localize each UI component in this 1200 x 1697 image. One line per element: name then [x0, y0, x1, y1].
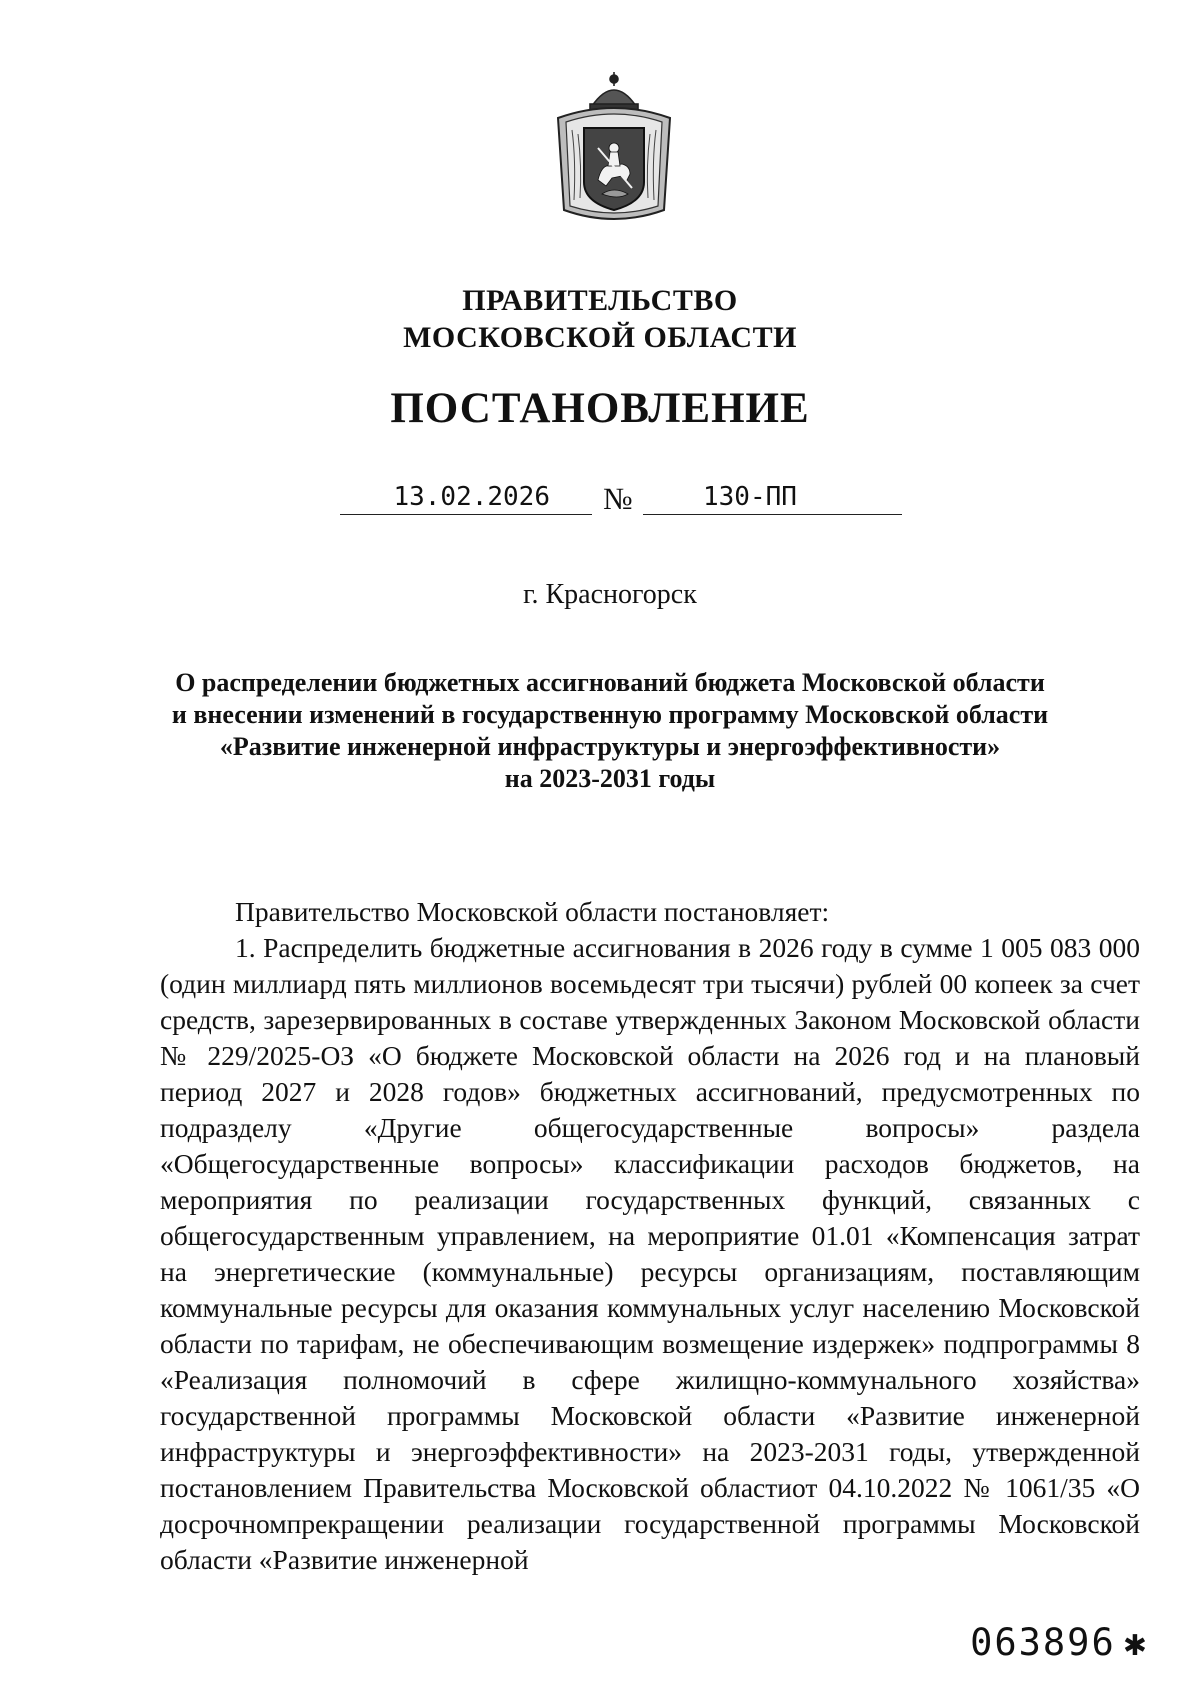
city: г. Красногорск [523, 579, 697, 610]
serial-star-icon: ✱ [1123, 1621, 1148, 1664]
document-title-line4: на 2023-2031 годы [504, 764, 716, 793]
document-title-line1: О распределении бюджетных ассигнований бюджета Московской области [175, 668, 1045, 697]
document-title-line3: «Развитие инженерной инфраструктуры и энергоэффективности» [219, 732, 1001, 761]
document-title [150, 667, 1070, 795]
document-body [160, 894, 1140, 1578]
document-title-line2: и внесении изменений в государственную программу Московской области [171, 700, 1049, 729]
clause-1: 1. Распределить бюджетные ассигнования в 2026 году в сумме 1 005 083 000 (один миллиард пять миллионов восемьдесят три тысячи) рублей 00 копеек за счет средств, зарезервированных в составе утвержденных Законом Московской области № 229/2025-ОЗ «О бюджете Московской области на 2026 год и на плановый период 2027 и 2028 годов» бюджетных ассигнований, предусмотренных по подразделу «Другие общегосударственные вопросы» раздела «Общегосударственные вопросы» классификации расходов бюджетов, на мероприятия по реализации государственных функций, связанных с общегосударственным управлением, на мероприятие 01.01 «Компенсация затрат на энергетические (коммунальные) ресурсы организациям, поставляющим коммунальные ресурсы для оказания коммунальных услуг населению Московской области по тарифам, не обеспечивающим возмещение издержек» подпрограммы 8 «Реализация полномочий в сфере жилищно-коммунального хозяйства» государственной программы Московской области «Развитие инженерной инфраструктуры и энергоэффективности» на 2023-2031 годы, утвержденной постановлением Правительства Московской областиот 04.10.2022 № 1061/35 «О досрочномпрекращении реализации государственной программы Московской области «Развитие инженерной [160, 932, 1140, 1575]
preamble: Правительство Московской области постановляет: [235, 896, 830, 927]
organization-name-line2: МОСКОВСКОЙ ОБЛАСТИ [403, 321, 797, 354]
organization-name [0, 282, 1200, 356]
document-date: 13.02.2026 [340, 480, 592, 515]
document-type: ПОСТАНОВЛЕНИЕ [390, 385, 810, 432]
number-sign: № [603, 481, 633, 516]
serial-number [970, 1620, 1148, 1666]
document-number: 130-ПП [643, 480, 902, 515]
moscow-oblast-coat-of-arms-icon [548, 70, 680, 228]
serial-number-value: 063896 [970, 1621, 1116, 1664]
organization-name-line1: ПРАВИТЕЛЬСТВО [462, 284, 738, 317]
